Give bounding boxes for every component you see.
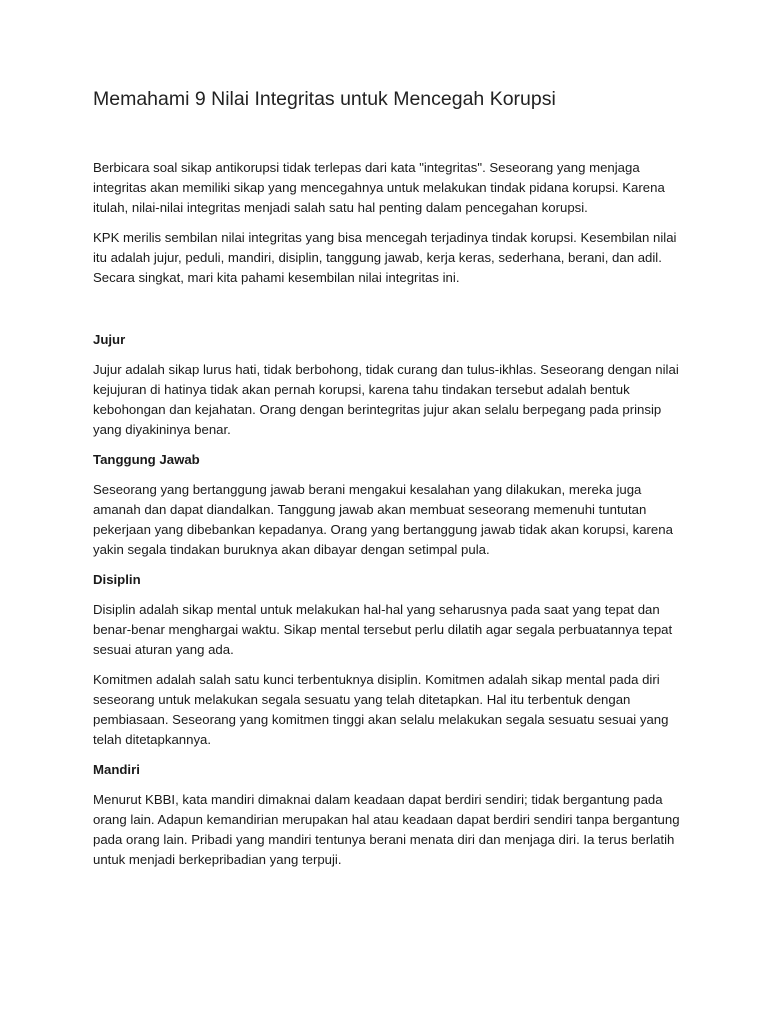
section-heading-mandiri: Mandiri xyxy=(93,762,140,777)
section-heading-jujur: Jujur xyxy=(93,332,126,347)
intro-paragraph: KPK merilis sembilan nilai integritas yang bisa mencegah terjadinya tindak korupsi. Kesembilan nilai itu adalah jujur, peduli, mandiri, disiplin, tanggung jawab, kerja keras, sederhana, berani, dan adil. Secara singkat, mari kita pahami kesembilan nilai integritas ini. xyxy=(93,230,677,285)
document-body xyxy=(93,158,683,880)
section-paragraph: Disiplin adalah sikap mental untuk melakukan hal-hal yang seharusnya pada saat yang tepat dan benar-benar menghargai waktu. Sikap mental tersebut perlu dilatih agar segala perbuatannya tepat sesuai aturan yang ada. xyxy=(93,602,673,657)
section-heading-tanggung-jawab: Tanggung Jawab xyxy=(93,452,200,467)
section-paragraph: Komitmen adalah salah satu kunci terbentuknya disiplin. Komitmen adalah sikap mental pada diri seseorang untuk melakukan segala sesuatu yang telah ditetapkan. Hal itu terbentuk dengan pembiasaan. Seseorang yang komitmen tinggi akan selalu melakukan segala sesuatu sesuai yang telah ditetapkannya. xyxy=(93,672,669,747)
section-paragraph: Jujur adalah sikap lurus hati, tidak berbohong, tidak curang dan tulus-ikhlas. Seseorang dengan nilai kejujuran di hatinya tidak akan pernah korupsi, karena tahu tindakan tersebut adalah bentuk kebohongan dan kejahatan. Orang dengan berintegritas jujur akan selalu berpegang pada prinsip yang diyakininya benar. xyxy=(93,362,679,437)
document-title: Memahami 9 Nilai Integritas untuk Mencegah Korupsi xyxy=(93,88,556,110)
section-heading-disiplin: Disiplin xyxy=(93,572,141,587)
section-paragraph: Menurut KBBI, kata mandiri dimaknai dalam keadaan dapat berdiri sendiri; tidak bergantung pada orang lain. Adapun kemandirian merupakan hal atau keadaan dapat berdiri sendiri tanpa bergantung pada orang lain. Pribadi yang mandiri tentunya berani menata diri dan menjaga diri. Ia terus berlatih untuk menjadi berkepribadian yang terpuji. xyxy=(93,792,680,867)
section-paragraph: Seseorang yang bertanggung jawab berani mengakui kesalahan yang dilakukan, mereka juga amanah dan dapat diandalkan. Tanggung jawab akan membuat seseorang memenuhi tuntutan pekerjaan yang dibebankan kepadanya. Orang yang bertanggung jawab tidak akan korupsi, karena yakin segala tindakan buruknya akan dibayar dengan setimpal pula. xyxy=(93,482,673,557)
intro-paragraph: Berbicara soal sikap antikorupsi tidak terlepas dari kata "integritas". Seseorang yang menjaga integritas akan memiliki sikap yang mencegahnya untuk melakukan tindak pidana korupsi. Karena itulah, nilai-nilai integritas menjadi salah satu hal penting dalam pencegahan korupsi. xyxy=(93,160,665,215)
